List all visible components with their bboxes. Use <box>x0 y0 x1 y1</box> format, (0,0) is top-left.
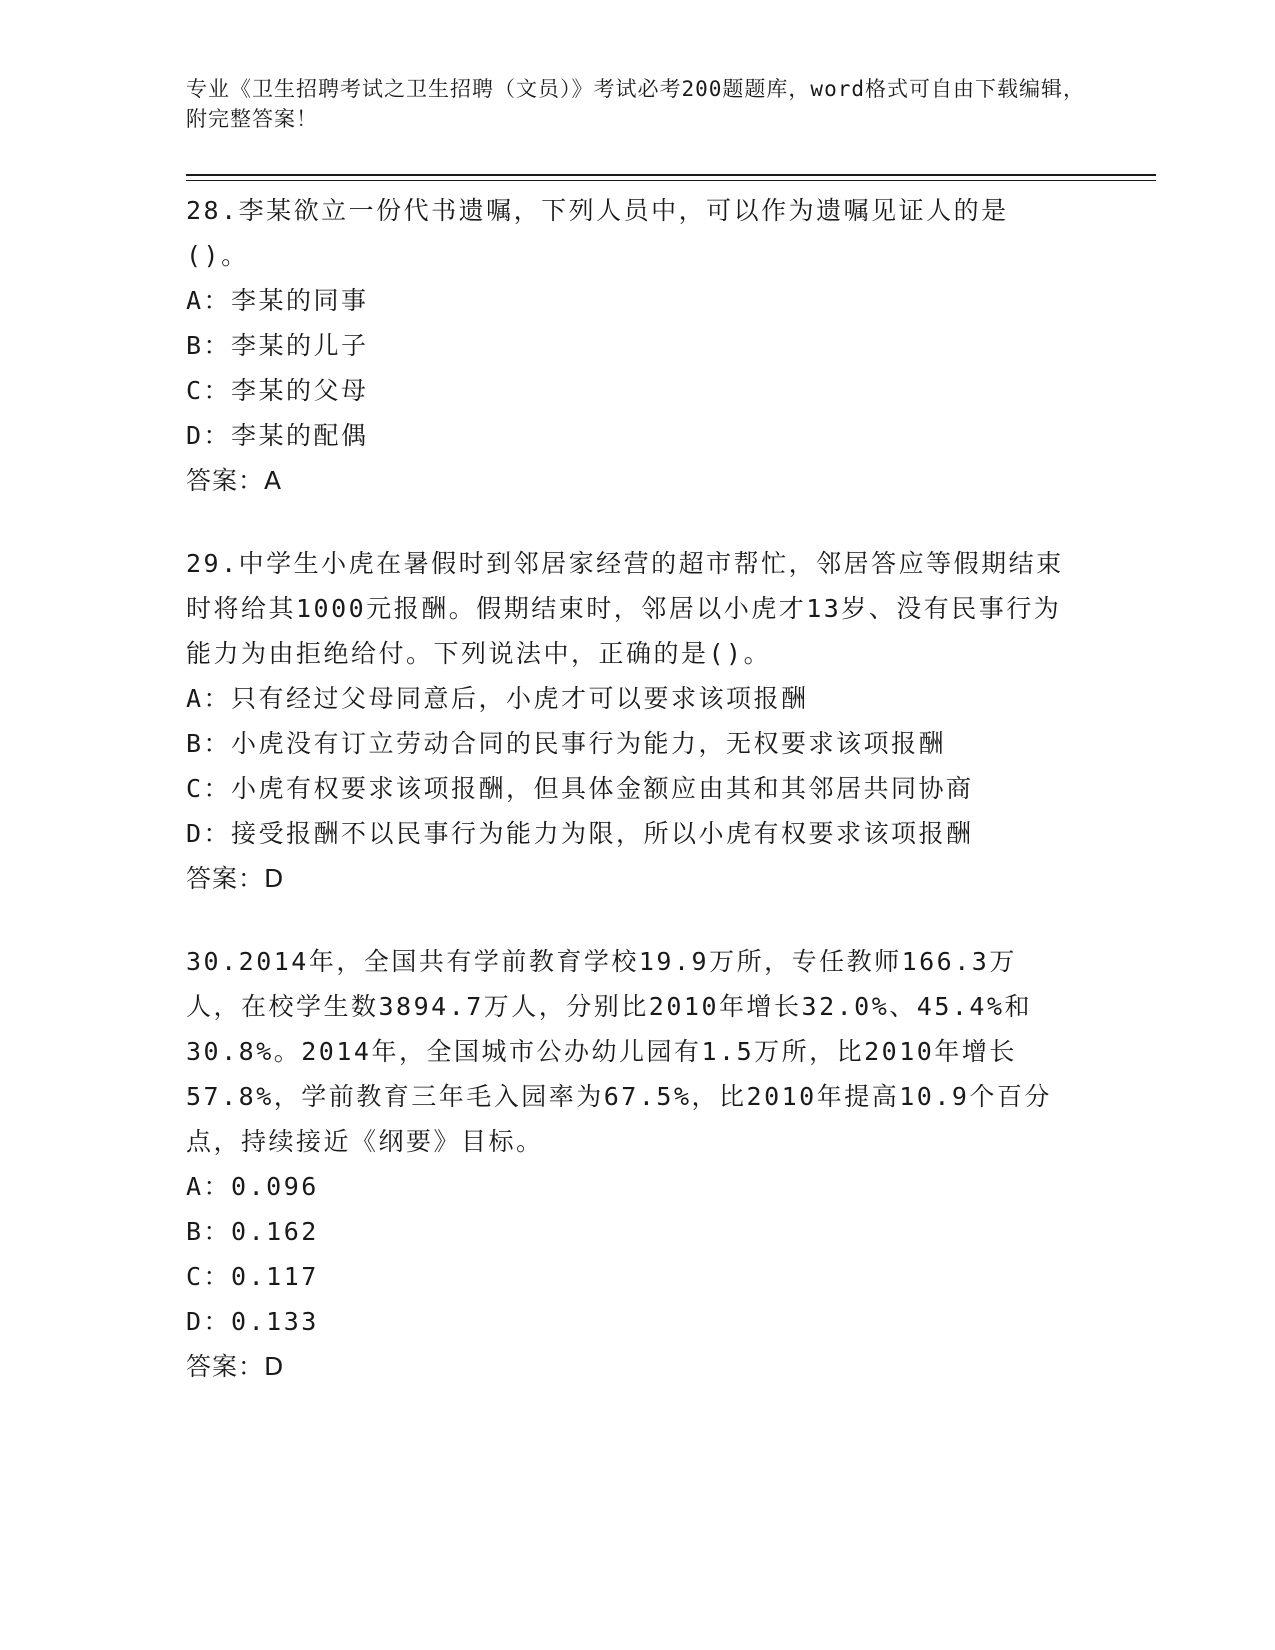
question-29 <box>186 541 1066 901</box>
option-a: A：李某的同事 <box>186 286 369 315</box>
option-d: D：接受报酬不以民事行为能力为限，所以小虎有权要求该项报酬 <box>186 819 974 848</box>
option-d: D：0.133 <box>186 1307 319 1336</box>
question-28 <box>186 188 1066 503</box>
option-b: B：小虎没有订立劳动合同的民事行为能力，无权要求该项报酬 <box>186 729 947 758</box>
answer: 答案：D <box>186 1352 285 1381</box>
question-list <box>186 188 1066 1427</box>
option-b: B：0.162 <box>186 1217 319 1246</box>
question-stem: 29.中学生小虎在暑假时到邻居家经营的超市帮忙，邻居答应等假期结束时将给其1000元报酬。假期结束时，邻居以小虎才13岁、没有民事行为能力为由拒绝给付。下列说法中，正确的是()。 <box>186 549 1064 668</box>
answer: 答案：A <box>186 466 283 495</box>
question-stem: 28.李某欲立一份代书遗嘱，下列人员中，可以作为遗嘱见证人的是()。 <box>186 196 1009 270</box>
option-d: D：李某的配偶 <box>186 421 369 450</box>
option-a: A：只有经过父母同意后，小虎才可以要求该项报酬 <box>186 684 809 713</box>
header-divider-thin <box>186 180 1156 181</box>
document-header: 专业《卫生招聘考试之卫生招聘（文员）》考试必考200题题库，word格式可自由下载编辑，附完整答案！ <box>186 77 1085 131</box>
option-c: C：小虎有权要求该项报酬，但具体金额应由其和其邻居共同协商 <box>186 774 974 803</box>
option-c: C：李某的父母 <box>186 376 369 405</box>
option-a: A：0.096 <box>186 1172 319 1201</box>
answer: 答案：D <box>186 864 285 893</box>
option-c: C：0.117 <box>186 1262 319 1291</box>
question-stem: 30.2014年，全国共有学前教育学校19.9万所，专任教师166.3万人，在校学生数3894.7万人，分别比2010年增长32.0%、45.4%和30.8%。2014年，全国城市公办幼儿园有1.5万所，比2010年增长57.8%，学前教育三年毛入园率为67.5%，比2010年提高10.9个百分点，持续接近《纲要》目标。 <box>186 947 1052 1156</box>
header-divider-thick <box>186 174 1156 176</box>
question-30 <box>186 939 1066 1389</box>
option-b: B：李某的儿子 <box>186 331 369 360</box>
